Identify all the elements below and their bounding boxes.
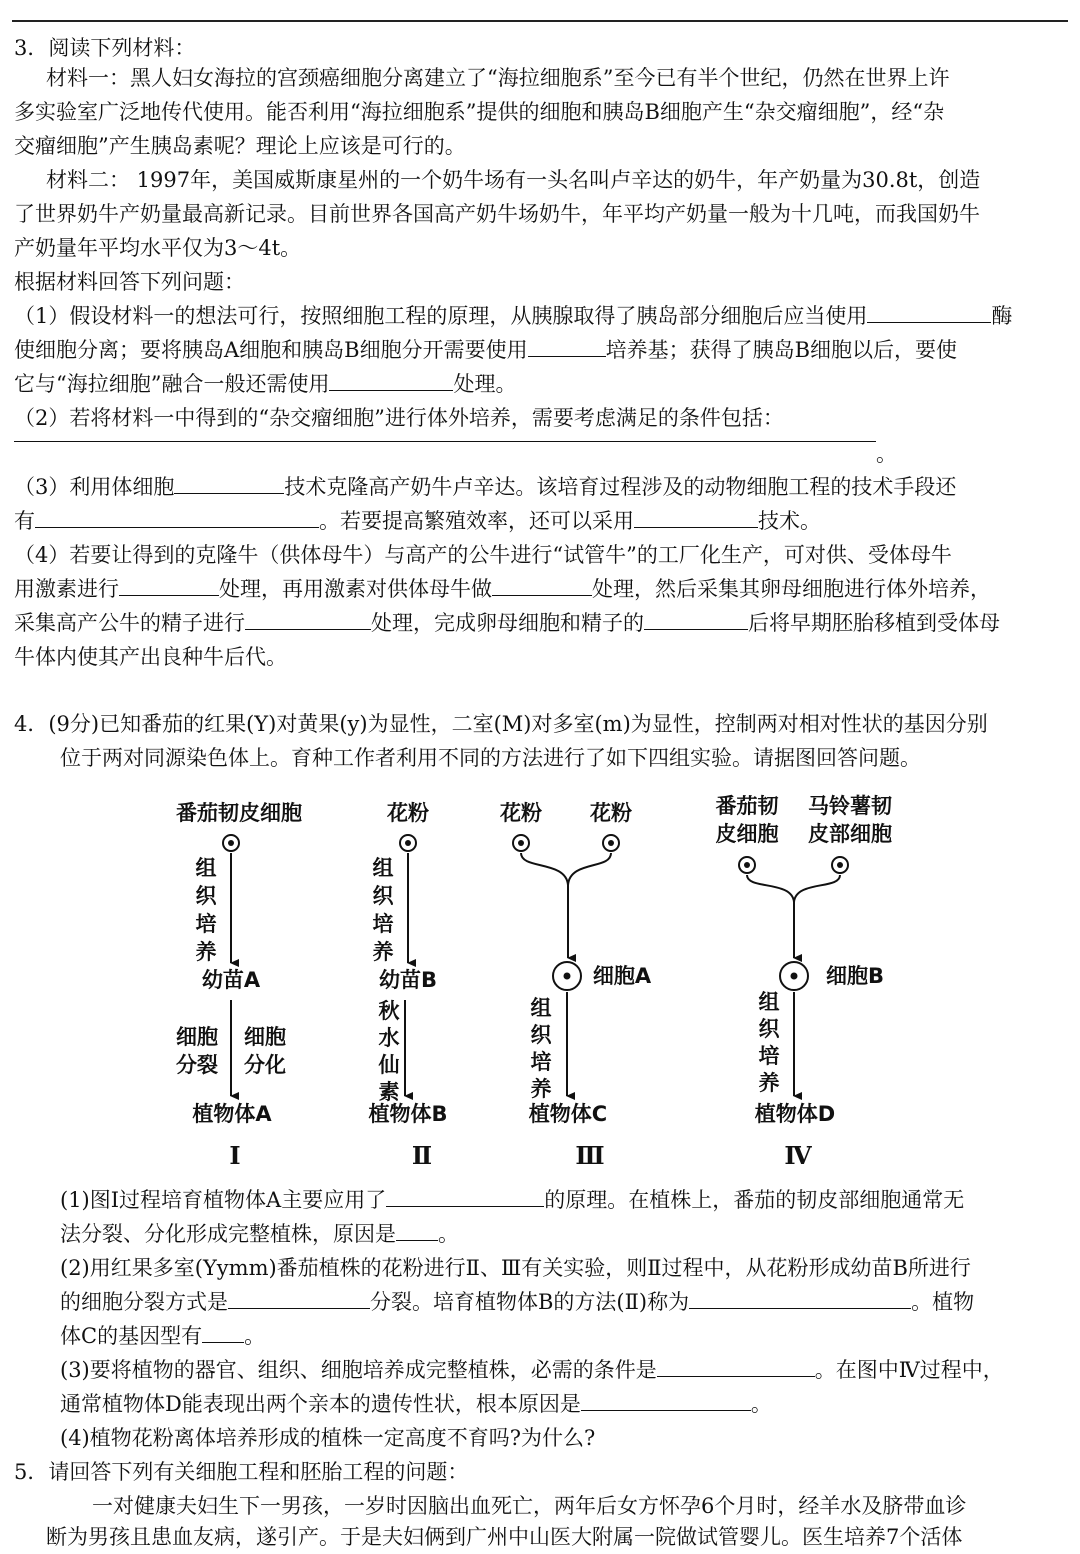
top-rule (12, 20, 1068, 22)
q3-part4-line4: 牛体内使其产出良种牛后代。 (14, 645, 287, 669)
q3-instruction: 根据材料回答下列问题： (14, 270, 245, 294)
g3-roman-label: Ⅲ (575, 1141, 605, 1170)
g4-mid-label: 细胞B (825, 964, 885, 988)
cell-icon (513, 835, 529, 851)
g3-step-char: 培 (530, 1050, 552, 1074)
q3-part2-end: 。 (876, 442, 897, 466)
q4-sub4: (4)植物花粉离体培养形成的植株一定高度不育吗?为什么? (60, 1426, 596, 1450)
merge-line (747, 875, 794, 902)
q4-sub1-line2: 法分裂、分化形成完整植株，原因是 。 (60, 1217, 459, 1251)
q4-sub2-line3: 体C的基因型有 。 (60, 1319, 265, 1353)
q3-part1-line2: 使细胞分离；要将胰岛A细胞和胰岛B细胞分开需要使用 培养基；获得了胰岛B细胞以后，要使 (14, 333, 957, 367)
g3-step-char: 织 (530, 1023, 552, 1047)
q3-part3-line2: 有 。若要提高繁殖效率，还可以采用 技术。 (14, 504, 821, 538)
g1-step2-right: 分化 (244, 1053, 286, 1077)
answer-blank[interactable] (329, 368, 453, 391)
q4-stem-line1: 4．(9分)已知番茄的红果(Y)对黄果(y)为显性，二室(M)对多室(m)为显性，控制两对相对性状的基因分别 (14, 712, 988, 736)
g4-source1-label: 番茄韧 (715, 794, 779, 818)
g1-source-label: 番茄韧皮细胞 (176, 801, 302, 825)
answer-blank[interactable] (119, 573, 219, 596)
q3-material1-line2: 多实验室广泛地传代使用。能否利用“海拉细胞系”提供的细胞和胰岛B细胞产生“杂交瘤细胞”，经“杂 (14, 100, 945, 124)
g4-source2-label: 皮部细胞 (808, 822, 892, 846)
g3-step-char: 养 (530, 1077, 552, 1101)
answer-blank[interactable] (634, 505, 758, 528)
cell-icon (223, 835, 239, 851)
g1-mid-label: 幼苗A (201, 968, 261, 992)
g1-step2-right: 细胞 (244, 1025, 286, 1049)
answer-blank[interactable] (202, 1320, 244, 1343)
g2-step2-char: 水 (378, 1026, 400, 1050)
cell-icon (832, 857, 848, 873)
g1-step1-char: 养 (195, 940, 217, 964)
q5-body-line1: 一对健康夫妇生下一男孩，一岁时因脑出血死亡，两年后女方怀孕6个月时，经羊水及脐带血诊 (92, 1494, 967, 1518)
q4-sub3-line1: (3)要将植物的器官、组织、细胞培养成完整植株，必需的条件是 。在图中Ⅳ过程中， (60, 1353, 1004, 1387)
cell-a-icon (553, 962, 581, 990)
cell-icon (603, 835, 619, 851)
answer-blank[interactable] (867, 300, 991, 323)
g2-step1-char: 织 (372, 884, 394, 908)
cell-icon (400, 835, 416, 851)
g1-step2-left: 分裂 (176, 1053, 218, 1077)
q4-sub2-line2: 的细胞分裂方式是 分裂。培育植物体B的方法(Ⅱ)称为 。植物 (60, 1285, 974, 1319)
g3-source2-label: 花粉 (590, 801, 632, 825)
answer-blank[interactable] (581, 1388, 751, 1411)
g4-roman-label: Ⅳ (784, 1141, 812, 1170)
g2-step2-char: 秋 (378, 999, 400, 1023)
g4-source2-label: 马铃薯韧 (808, 794, 892, 818)
q3-part4-line1: （4）若要让得到的克隆牛（供体母牛）与高产的公牛进行“试管牛”的工厂化生产，可对供、受体母牛 (14, 543, 952, 567)
g2-step2-char: 仙 (378, 1053, 400, 1077)
q3-part1-line3: 它与“海拉细胞”融合一般还需使用 处理。 (14, 367, 516, 401)
q4-sub3-line2: 通常植物体D能表现出两个亲本的遗传性状，根本原因是 。 (60, 1387, 772, 1421)
q3-part4-line2: 用激素进行 处理，再用激素对供体母牛做 处理，然后采集其卵母细胞进行体外培养， (14, 572, 991, 606)
merge-line (794, 875, 840, 902)
answer-blank-full-line[interactable] (14, 441, 876, 442)
answer-blank[interactable] (174, 471, 284, 494)
q3-part3-line1: （3）利用体细胞 技术克隆高产奶牛卢辛达。该培育过程涉及的动物细胞工程的技术手段还 (14, 470, 956, 504)
q3-part2-line1: （2）若将材料一中得到的“杂交瘤细胞”进行体外培养，需要考虑满足的条件包括： (14, 406, 784, 430)
cell-icon (739, 857, 755, 873)
merge-line (568, 853, 611, 885)
g1-step1-char: 组 (195, 856, 217, 880)
g4-step-char: 培 (758, 1044, 780, 1068)
g2-end-label: 植物体B (368, 1102, 448, 1126)
g1-step2-left: 细胞 (176, 1025, 218, 1049)
q4-sub1-line1: (1)图Ⅰ过程培育植物体A主要应用了 的原理。在植株上，番茄的韧皮部细胞通常无 (60, 1183, 964, 1217)
g3-mid-label: 细胞A (592, 964, 652, 988)
g2-step2-char: 素 (378, 1080, 400, 1104)
answer-blank[interactable] (657, 1354, 815, 1377)
q3-material1-line1: 材料一：黑人妇女海拉的宫颈癌细胞分离建立了“海拉细胞系”至今已有半个世纪，仍然在世界上许 (46, 66, 950, 90)
g4-source1-label: 皮细胞 (715, 822, 779, 846)
g2-mid-label: 幼苗B (378, 968, 438, 992)
g2-step1-char: 培 (372, 912, 394, 936)
q3-material2-line1: 材料二： 1997年，美国威斯康星州的一个奶牛场有一头名叫卢辛达的奶牛，年产奶量为30.8t，创造 (46, 168, 981, 192)
q3-material2-line3: 产奶量年平均水平仅为3～4t。 (14, 236, 302, 260)
g4-step-char: 组 (758, 990, 780, 1014)
g4-step-char: 养 (758, 1071, 780, 1095)
g3-source1-label: 花粉 (500, 801, 542, 825)
g3-step-char: 组 (530, 996, 552, 1020)
g2-step1-char: 养 (372, 940, 394, 964)
merge-line (521, 853, 568, 885)
answer-blank[interactable] (644, 607, 748, 630)
g1-end-label: 植物体A (192, 1102, 272, 1126)
g1-step1-char: 织 (195, 884, 217, 908)
g1-roman-label: Ⅰ (229, 1141, 241, 1170)
answer-blank[interactable] (35, 505, 319, 528)
g3-end-label: 植物体C (528, 1102, 608, 1126)
q3-title: 3．阅读下列材料： (14, 36, 196, 60)
answer-blank[interactable] (528, 334, 606, 357)
q3-material2-line2: 了世界奶牛产奶量最高新记录。目前世界各国高产奶牛场奶牛，年平均产奶量一般为十几吨，而我国奶牛 (14, 202, 980, 226)
g4-step-char: 织 (758, 1017, 780, 1041)
answer-blank[interactable] (396, 1218, 438, 1241)
q4-sub2-line1: (2)用红果多室(Yymm)番茄植株的花粉进行Ⅱ、Ⅲ有关实验，则Ⅱ过程中，从花粉形成幼苗B所进行 (60, 1256, 971, 1280)
answer-blank[interactable] (228, 1286, 370, 1309)
answer-blank[interactable] (245, 607, 371, 630)
g2-step1-char: 组 (372, 856, 394, 880)
g4-end-label: 植物体D (754, 1102, 836, 1126)
g2-source-label: 花粉 (387, 801, 429, 825)
q3-part4-line3: 采集高产公牛的精子进行 处理，完成卵母细胞和精子的 后将早期胚胎移植到受体母 (14, 606, 1000, 640)
q5-body-line2: 断为男孩且患血友病，遂引产。于是夫妇俩到广州中山医大附属一院做试管婴儿。医生培养7个活体 (46, 1525, 963, 1549)
q3-material1-line3: 交瘤细胞”产生胰岛素呢？理论上应该是可行的。 (14, 134, 466, 158)
q5-title: 5．请回答下列有关细胞工程和胚胎工程的问题： (14, 1460, 469, 1484)
answer-blank[interactable] (492, 573, 592, 596)
breeding-experiment-diagram (0, 780, 1080, 1180)
g2-roman-label: Ⅱ (411, 1141, 433, 1170)
g1-step1-char: 培 (195, 912, 217, 936)
q3-part1-line1: （1）假设材料一的想法可行，按照细胞工程的原理，从胰腺取得了胰岛部分细胞后应当使用 酶 (14, 299, 1012, 333)
answer-blank[interactable] (386, 1184, 544, 1207)
cell-b-icon (780, 962, 808, 990)
q4-stem-line2: 位于两对同源染色体上。育种工作者利用不同的方法进行了如下四组实验。请据图回答问题。 (60, 746, 921, 770)
answer-blank[interactable] (689, 1286, 911, 1309)
